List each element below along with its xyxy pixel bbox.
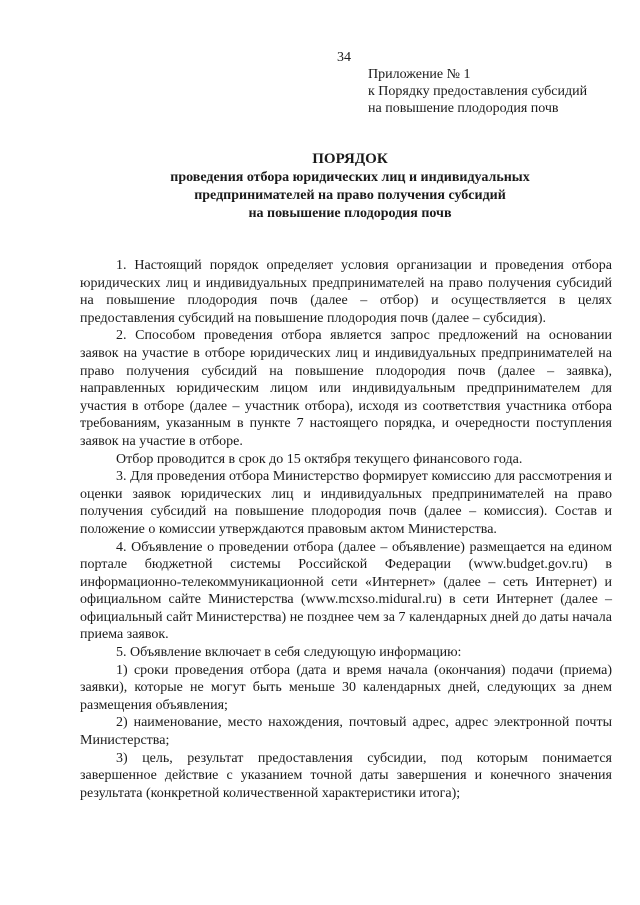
- paragraph-8: 2) наименование, место нахождения, почтовый адрес, адрес электронной почты Министерства;: [80, 715, 612, 749]
- heading-line-1: проведения отбора юридических лиц и индивидуальных: [170, 170, 530, 185]
- paragraph-9: 3) цель, результат предоставления субсидии, под которым понимается завершенное действие с указанием точной даты завершения и конечного значения результата (конкретной количественной характеристики итога);: [80, 750, 612, 801]
- document-body: [80, 257, 612, 802]
- paragraph-4: 3. Для проведения отбора Министерство формирует комиссию для рассмотрения и оценки заявок юридических лиц и индивидуальных предпринимателей на право получения субсидий на повышение плодородия почв (далее – комиссия). Состав и положение о комиссии утверждаются правовым актом Министерства.: [80, 469, 612, 537]
- heading-line-3: на повышение плодородия почв: [248, 206, 452, 221]
- heading-line-2: предпринимателей на право получения субсидий: [194, 188, 506, 203]
- appendix-line-3: на повышение плодородия почв: [368, 101, 559, 116]
- paragraph-5: 4. Объявление о проведении отбора (далее – объявление) размещается на едином портале бюджетной системы Российской Федерации (www.budget.gov.ru) в информационно-телекоммуникационной сети «Интернет» (далее – сеть Интернет) и официальном сайте Министерства (www.mcxso.midural.ru) в сети Интернет (далее – официальный сайт Министерства) не позднее чем за 7 календарных дней до даты начала приема заявок.: [80, 539, 612, 643]
- appendix-line-1: Приложение № 1: [368, 67, 471, 82]
- heading-title: ПОРЯДОК: [312, 151, 388, 167]
- appendix-header: [368, 66, 587, 117]
- paragraph-7: 1) сроки проведения отбора (дата и время начала (окончания) подачи (приема) заявки), которые не могут быть меньше 30 календарных дней, следующих за днем размещения объявления;: [80, 662, 612, 713]
- paragraph-6: 5. Объявление включает в себя следующую информацию:: [116, 645, 462, 661]
- page-number: 34: [337, 50, 351, 65]
- appendix-line-2: к Порядку предоставления субсидий: [368, 84, 588, 99]
- paragraph-3: Отбор проводится в срок до 15 октября текущего финансового года.: [116, 451, 523, 467]
- document-heading: [80, 150, 620, 223]
- paragraph-2: 2. Способом проведения отбора является запрос предложений на основании заявок на участие в отборе юридических лиц и индивидуальных предпринимателей на право получения субсидий на повышение плодородия почв (далее – заявка), направленных юридическим лицом или индивидуальным предпринимателем для участия в отборе (далее – участник отбора), исходя из соответствия участника отбора требованиям, указанным в пункте 7 настоящего порядка, и очередности поступления заявок на участие в отборе.: [80, 328, 612, 449]
- paragraph-1: 1. Настоящий порядок определяет условия организации и проведения отбора юридических лиц и индивидуальных предпринимателей на право получения субсидий на повышение плодородия почв (далее – отбор) и осуществляется в целях предоставления субсидий на повышение плодородия почв (далее – субсидия).: [80, 258, 612, 326]
